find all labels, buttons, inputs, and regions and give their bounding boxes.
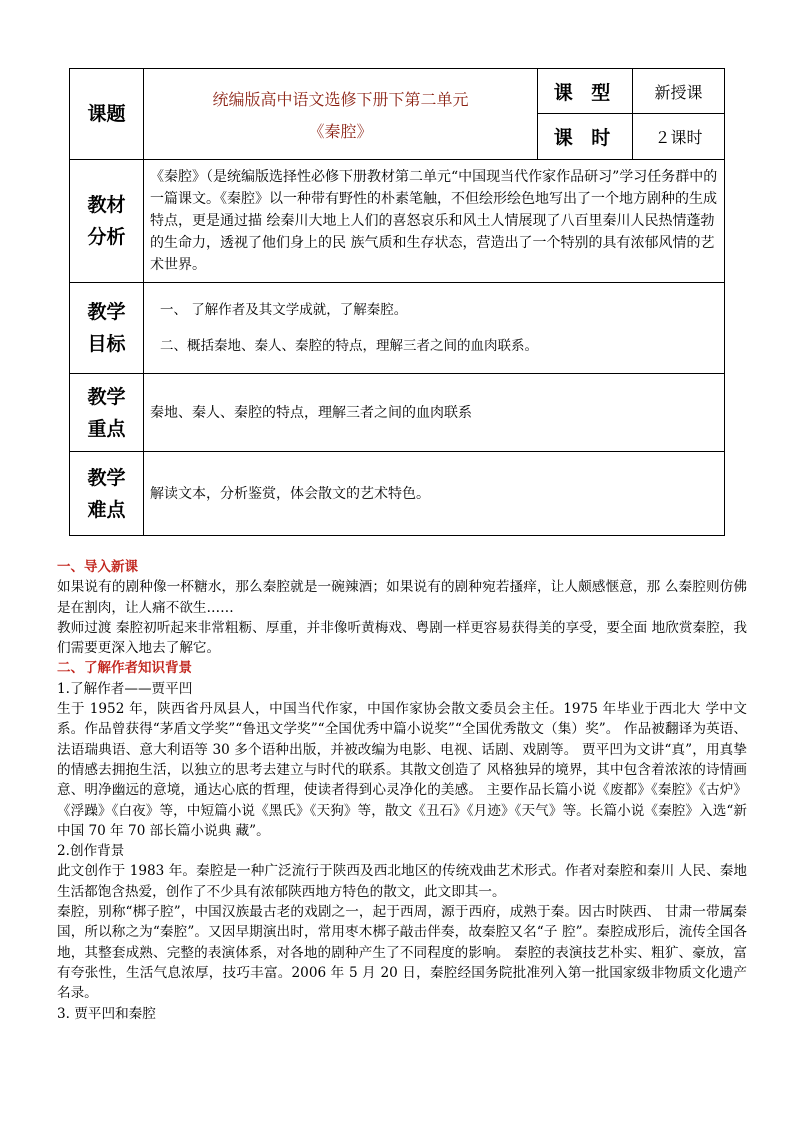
goal-2: 二、概括秦地、秦人、秦腔的特点，理解三者之间的血肉联系。 bbox=[160, 338, 538, 354]
article-body bbox=[57, 557, 747, 1024]
lesson-type-value: 新授课 bbox=[633, 69, 725, 114]
analysis-label: 教材 分析 bbox=[70, 160, 144, 283]
key-points-label: 教学 重点 bbox=[70, 374, 144, 452]
topic-label: 课题 bbox=[70, 69, 144, 160]
section-heading-background: 二、了解作者知识背景 bbox=[57, 660, 192, 677]
lesson-title bbox=[144, 69, 538, 160]
background-paragraph-1: 此文创作于 1983 年。秦腔是一种广泛流行于陕西及西北地区的传统戏曲艺术形式。作者对秦腔和秦川 人民、秦地生活都饱含热爱，创作了不少具有浓郁陕西地方特色的散文，此文即其一。 bbox=[57, 863, 747, 900]
intro-paragraph-1: 如果说有的剧种像一杯糖水，那么秦腔就是一碗辣酒；如果说有的剧种宛若搔痒，让人颇感惬意，那 么秦腔则仿佛是在割肉，让人痛不欲生…… bbox=[57, 579, 747, 616]
subheading-author-and-qinqiang: 3. 贾平凹和秦腔 bbox=[57, 1005, 156, 1022]
lesson-type-label: 课 型 bbox=[538, 69, 633, 114]
subheading-author: 1.了解作者——贾平凹 bbox=[57, 680, 193, 697]
difficulties-label: 教学 难点 bbox=[70, 452, 144, 536]
lesson-title-line1: 统编版高中语文选修下册下第二单元 bbox=[212, 90, 469, 109]
section-heading-intro: 一、导入新课 bbox=[57, 559, 138, 575]
lesson-hours-label: 课 时 bbox=[538, 114, 633, 160]
goals-label: 教学 目标 bbox=[70, 283, 144, 374]
background-paragraph-2: 秦腔，别称“梆子腔”，中国汉族最古老的戏剧之一，起于西周，源于西府，成熟于秦。因古时陕西、 甘肃一带属秦国，所以称之为“秦腔”。又因早期演出时，常用枣木梆子敲击伴奏，故秦腔又名“子 腔”。秦腔成形后，流传全国各地，其整套成熟、完整的表演体系，对各地的剧种产生了不同程度的影响。 秦腔的表演技艺朴实、粗犷、豪放，富有夸张性，生活气息浓厚，技巧丰富。2006 年 5 月 20 日，秦腔经国务院批准列入第一批国家级非物质文化遗产名录。 bbox=[57, 904, 747, 1002]
lesson-hours-value: ２课时 bbox=[633, 114, 725, 160]
key-points-text: 秦地、秦人、秦腔的特点，理解三者之间的血肉联系 bbox=[144, 374, 725, 452]
lesson-plan-table bbox=[69, 68, 725, 536]
author-paragraph: 生于 1952 年，陕西省丹凤县人，中国当代作家，中国作家协会散文委员会主任。1975 年毕业于西北大 学中文系。作品曾获得“茅盾文学奖”“鲁迅文学奖”“全国优秀中篇小说奖”“全国优秀散文（集）奖”。 作品被翻译为英语、法语瑞典语、意大利语等 30 多个语种出版，并被改编为电影、电视、话剧、戏剧等。 贾平凹为文讲“真”，用真挚的情感去拥抱生活，以独立的思考去建立与时代的联系。其散文创造了 风格独异的境界，其中包含着浓浓的诗情画意、明净幽远的意境，通达心底的哲理，使读者得到心灵净化的美感。 主要作品长篇小说《废都》《秦腔》《古炉》《浮躁》《白夜》等，中短篇小说《黑氏》《天狗》等，散文《丑石》《月迹》《天气》等。长篇小说《秦腔》入选“新中国 70 年 70 部长篇小说典 藏”。 bbox=[57, 701, 747, 839]
lesson-title-line2: 《秦腔》 bbox=[308, 122, 373, 141]
difficulties-text: 解读文本，分析鉴赏，体会散文的艺术特色。 bbox=[144, 452, 725, 536]
intro-paragraph-2: 教师过渡 秦腔初听起来非常粗粝、厚重，并非像听黄梅戏、粤剧一样更容易获得美的享受，要全面 地欣赏秦腔，我们需要更深入地去了解它。 bbox=[57, 619, 747, 657]
analysis-text: 《秦腔》（是统编版选择性必修下册教材第二单元“中国现当代作家作品研习”学习任务群中的一篇课文。《秦腔》以一种带有野性的朴素笔触，不但绘形绘色地写出了一个地方剧种的生成特点，更是通过描 绘秦川大地上人们的喜怒哀乐和风土人情展现了八百里秦川人民热情蓬勃的生命力，透视了他们身上的民 族气质和生存状态，营造出了一个特别的具有浓郁风情的艺术世界。 bbox=[144, 160, 725, 283]
subheading-background: 2.创作背景 bbox=[57, 843, 125, 860]
goals-cell bbox=[144, 283, 725, 374]
goal-1: 一、 了解作者及其文学成就，了解秦腔。 bbox=[160, 302, 408, 318]
